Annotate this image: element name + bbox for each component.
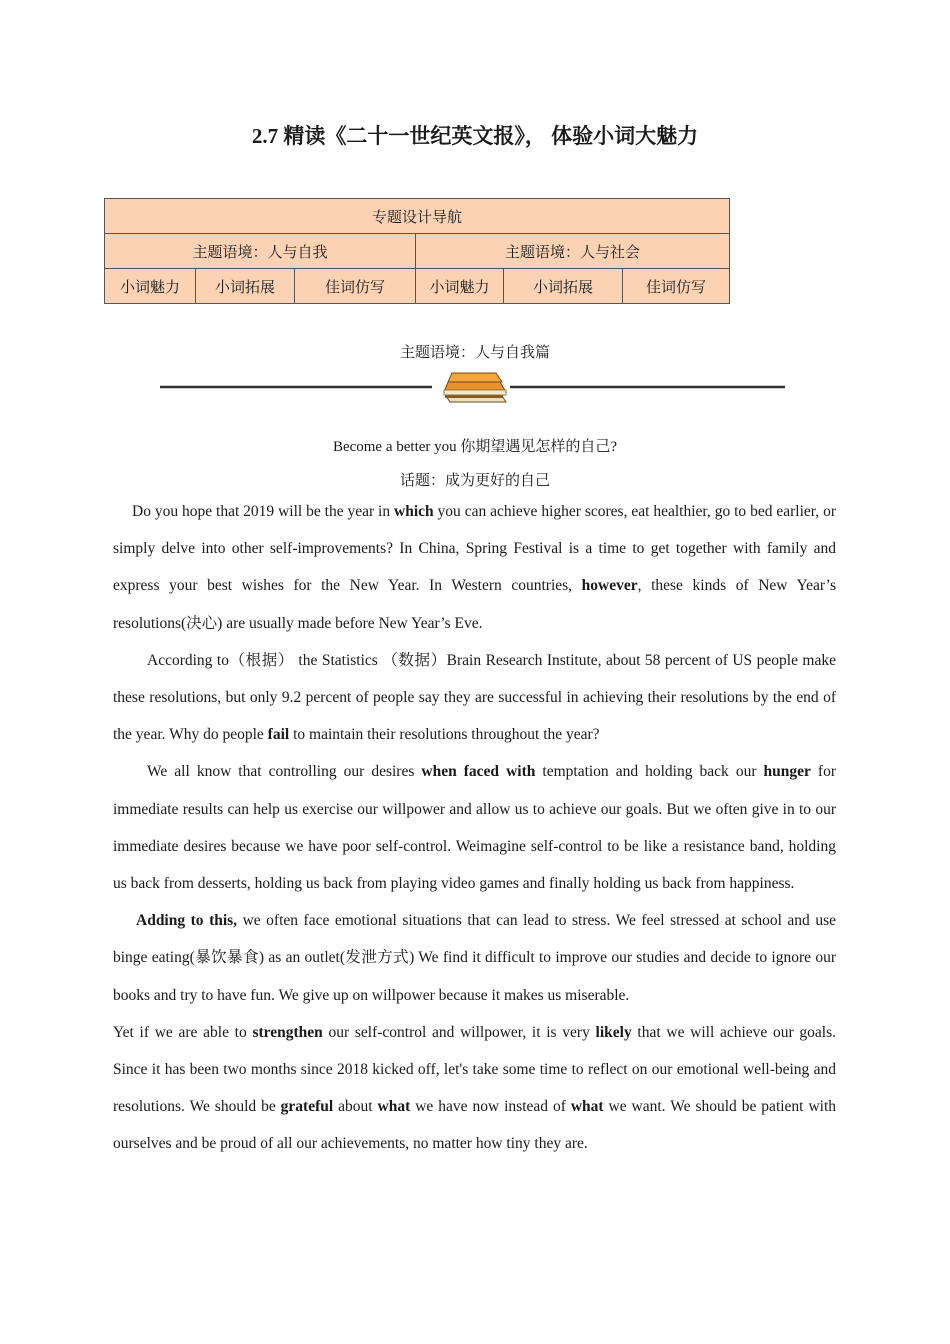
nav-table-header: 专题设计导航 <box>105 199 730 234</box>
article-topic: 话题：成为更好的自己 <box>399 473 550 489</box>
nav-context-society: 主题语境：人与社会 <box>416 234 730 269</box>
books-icon <box>444 373 506 402</box>
section-heading: 主题语境：人与自我篇 <box>399 345 550 361</box>
paragraph-1: Do you hope that 2019 will be the year in which you can achieve higher scores, eat healthier, go to bed earlier, or simply delve into other self-improvements? In China, Spring Festival is a time to get together with family and express your best wishes for the New Year. In Western countries, however, these kinds of New Year’s resolutions(决心) are usually made before New Year’s Eve. <box>113 503 836 632</box>
nav-cell: 佳词仿写 <box>623 269 730 304</box>
paragraph-5: Yet if we are able to strengthen our self-control and willpower, it is very likely that we will achieve our goals. Since it has been two months since 2018 kicked off, let's take some time to reflect on our emotional well-being and resolutions. We should be grateful about what we have now instead of what we want. We should be patient with ourselves and be proud of all our achievements, no matter how tiny they are. <box>113 1023 836 1153</box>
nav-cell: 佳词仿写 <box>295 269 416 304</box>
nav-cell: 小词魅力 <box>416 269 504 304</box>
nav-cell: 小词魅力 <box>105 269 196 304</box>
nav-context-self: 主题语境：人与自我 <box>105 234 416 269</box>
section-divider <box>160 368 785 408</box>
nav-cell: 小词拓展 <box>196 269 295 304</box>
paragraph-4: Adding to this, we often face emotional situations that can lead to stress. We feel stressed at school and use binge eating(暴饮暴食) as an outlet(发泄方式) We find it difficult to improve our studies and decide to ignore our books and try to have fun. We give up on willpower because it makes us miserable. <box>113 912 836 1004</box>
topic-navigation-table <box>104 198 730 304</box>
article-title: Become a better you 你期望遇见怎样的自己? <box>332 439 618 455</box>
article-body <box>113 493 836 1163</box>
paragraph-2: According to（根据） the Statistics （数据）Brain Research Institute, about 58 percent of US people make these resolutions, but only 9.2 percent of people say they are successful in achieving their resolutions by the end of the year. Why do people fail to maintain their resolutions throughout the year? <box>113 651 836 744</box>
paragraph-3: We all know that controlling our desires when faced with temptation and holding back our hunger for immediate results can help us exercise our willpower and allow us to achieve our goals. But we often give in to our immediate desires because we have poor self-control. Weimagine self-control to be like a resistance band, holding us back from desserts, holding us back from playing video games and finally holding us back from happiness. <box>113 763 836 893</box>
page-title: 2.7 精读《二十一世纪英文报》， 体验小词大魅力 <box>251 124 699 148</box>
nav-cell: 小词拓展 <box>504 269 623 304</box>
